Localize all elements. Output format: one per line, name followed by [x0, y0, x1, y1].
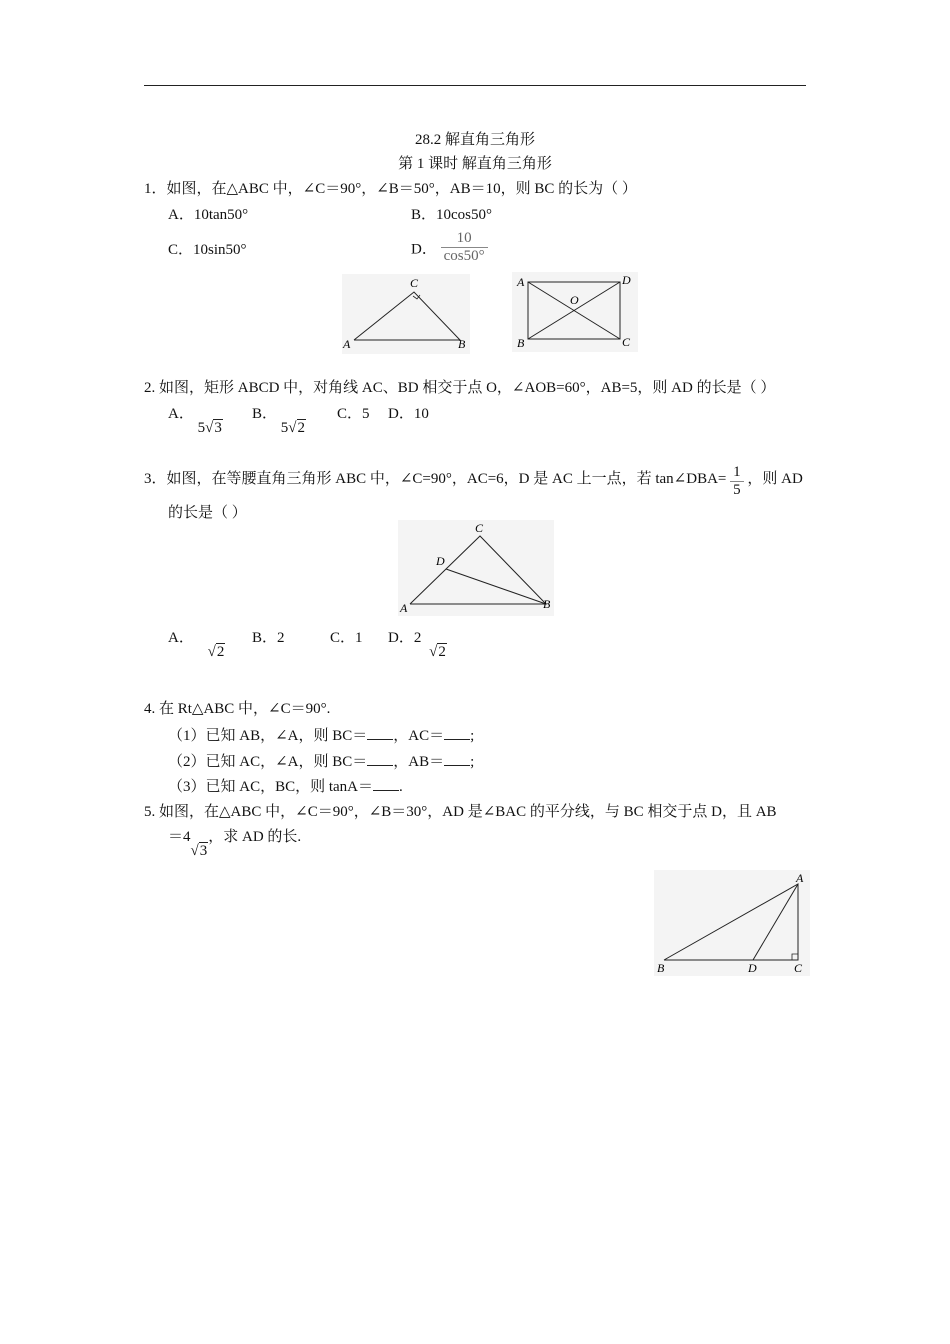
- q3-option-d-label: D．2: [388, 630, 422, 646]
- q4-part-1-blank-bc[interactable]: [367, 726, 393, 740]
- q2-option-b-coef: 5: [280, 420, 289, 436]
- header-rule: [144, 85, 806, 86]
- q1-label-c: C: [410, 276, 419, 290]
- q3-fraction-den: 5: [730, 481, 744, 499]
- q3-option-a: [168, 626, 225, 660]
- q4-part-1-text: （1）已知 AB，∠A，则 BC＝: [168, 728, 368, 744]
- q1-option-d-den: cos50°: [441, 247, 488, 265]
- q4-part-3: [168, 775, 403, 796]
- q3-label-d: D: [436, 554, 445, 568]
- q2-option-a-sqrt: √3: [205, 420, 222, 436]
- q4-part-2-blank-bc[interactable]: [367, 752, 393, 766]
- q4-part-1-end: ;: [470, 728, 475, 744]
- q5-stem-post: ，求 AD 的长.: [208, 829, 302, 845]
- q2-option-b-sqrt: √2: [288, 420, 305, 436]
- q1-option-d-num: 10: [456, 230, 472, 246]
- q2-stem: 2. 如图，矩形 ABCD 中，对角线 AC、BD 相交于点 O，∠AOB=60°，AB=5，则 AD 的长是（ ）: [144, 380, 776, 396]
- q4-part-2-end: ;: [470, 754, 475, 770]
- q3-label-a: A: [400, 601, 408, 615]
- q4-part-3-text: （3）已知 AC，BC，则 tanA＝: [168, 779, 374, 795]
- q3-stem-line2: 的长是（ ）: [168, 505, 247, 521]
- q4-part-3-end: .: [399, 779, 403, 795]
- q4-part-2: [168, 750, 474, 771]
- q2-option-a-value: [198, 420, 223, 436]
- q2-option-a-coef: 5: [197, 420, 206, 436]
- q2-label-o: O: [570, 293, 579, 307]
- q3-stem-line1: [144, 462, 803, 498]
- q2-option-b-value: [281, 420, 306, 436]
- q1-label-b: B: [458, 337, 466, 351]
- q2-option-a-label: A．: [168, 406, 194, 422]
- q3-fraction-num: 1: [733, 464, 741, 480]
- q2-option-d: D．10: [388, 406, 429, 422]
- q5-triangle-figure: [654, 870, 810, 976]
- q3-option-d-sqrt: √2: [429, 644, 446, 660]
- q3-label-b: B: [543, 597, 551, 611]
- q5-label-c: C: [794, 961, 803, 975]
- section-title: 28.2 解直角三角形: [414, 132, 535, 148]
- q3-label-c: C: [475, 521, 484, 535]
- q5-stem-pre: ＝4: [168, 829, 191, 845]
- q5-stem-sqrt: √3: [190, 843, 208, 859]
- q2-label-d: D: [622, 273, 631, 287]
- q5-label-d: D: [748, 961, 757, 975]
- q5-stem-line1: 5. 如图，在△ABC 中，∠C＝90°，∠B＝30°，AD 是∠BAC 的平分线，与 BC 相交于点 D，且 AB: [144, 804, 777, 820]
- q4-stem: 4. 在 Rt△ABC 中，∠C＝90°.: [144, 701, 331, 717]
- q5-label-a: A: [796, 871, 804, 885]
- q5-stem-radicand: 3: [199, 843, 208, 859]
- q2-label-a: A: [517, 275, 525, 289]
- q2-option-b-label: B．: [252, 406, 278, 422]
- q4-part-1-mid: ，AC＝: [393, 728, 445, 744]
- q2-label-c: C: [622, 335, 631, 349]
- q5-label-b: B: [657, 961, 665, 975]
- q3-triangle-figure: [398, 520, 554, 616]
- q1-option-d-label: D．: [411, 241, 437, 258]
- q1-option-b: B．10cos50°: [411, 207, 492, 223]
- q2-option-b-radicand: 2: [297, 420, 305, 436]
- q1-label-a: A: [343, 337, 351, 351]
- q2-option-c: C．5: [337, 406, 370, 422]
- q4-part-2-mid: ，AB＝: [393, 754, 445, 770]
- q2-label-b: B: [517, 336, 525, 350]
- q1-option-c: C．10sin50°: [168, 242, 247, 258]
- q3-option-d: [388, 626, 446, 660]
- q1-triangle-figure: [342, 274, 470, 354]
- q2-option-b: [252, 402, 306, 436]
- q4-part-3-blank-tan[interactable]: [373, 777, 399, 791]
- q3-option-a-radicand: 2: [216, 644, 225, 660]
- q3-stem-part2: ，则 AD: [747, 471, 803, 488]
- q1-figure-background: [342, 274, 470, 354]
- q2-option-a-radicand: 3: [214, 420, 222, 436]
- q3-option-a-label: A．: [168, 630, 194, 646]
- q3-option-b: B．2: [252, 630, 285, 646]
- lesson-title: 第 1 课时 解直角三角形: [398, 156, 552, 172]
- q2-option-a: [168, 402, 223, 436]
- q3-option-a-sqrt: √2: [207, 644, 225, 660]
- q3-option-d-radicand: 2: [438, 644, 446, 660]
- q3-stem-part1: 3．如图，在等腰直角三角形 ABC 中，∠C=90°，AC=6，D 是 AC 上一点，若 tan∠DBA=: [144, 471, 727, 488]
- q1-stem: 1．如图，在△ABC 中，∠C＝90°，∠B＝50°，AB＝10，则 BC 的长为（ ）: [144, 181, 637, 197]
- q2-rectangle-figure: [512, 272, 638, 352]
- q1-option-d-fraction: [441, 230, 488, 266]
- q4-part-1: [168, 724, 474, 745]
- q4-part-2-blank-ab[interactable]: [444, 752, 470, 766]
- q3-fraction: [730, 464, 744, 500]
- q1-option-d: [411, 230, 488, 266]
- q5-stem-line2: [168, 825, 302, 859]
- q4-part-2-text: （2）已知 AC，∠A，则 BC＝: [168, 754, 368, 770]
- q3-option-c: C．1: [330, 630, 363, 646]
- q4-part-1-blank-ac[interactable]: [444, 726, 470, 740]
- q1-option-a: A．10tan50°: [168, 207, 249, 223]
